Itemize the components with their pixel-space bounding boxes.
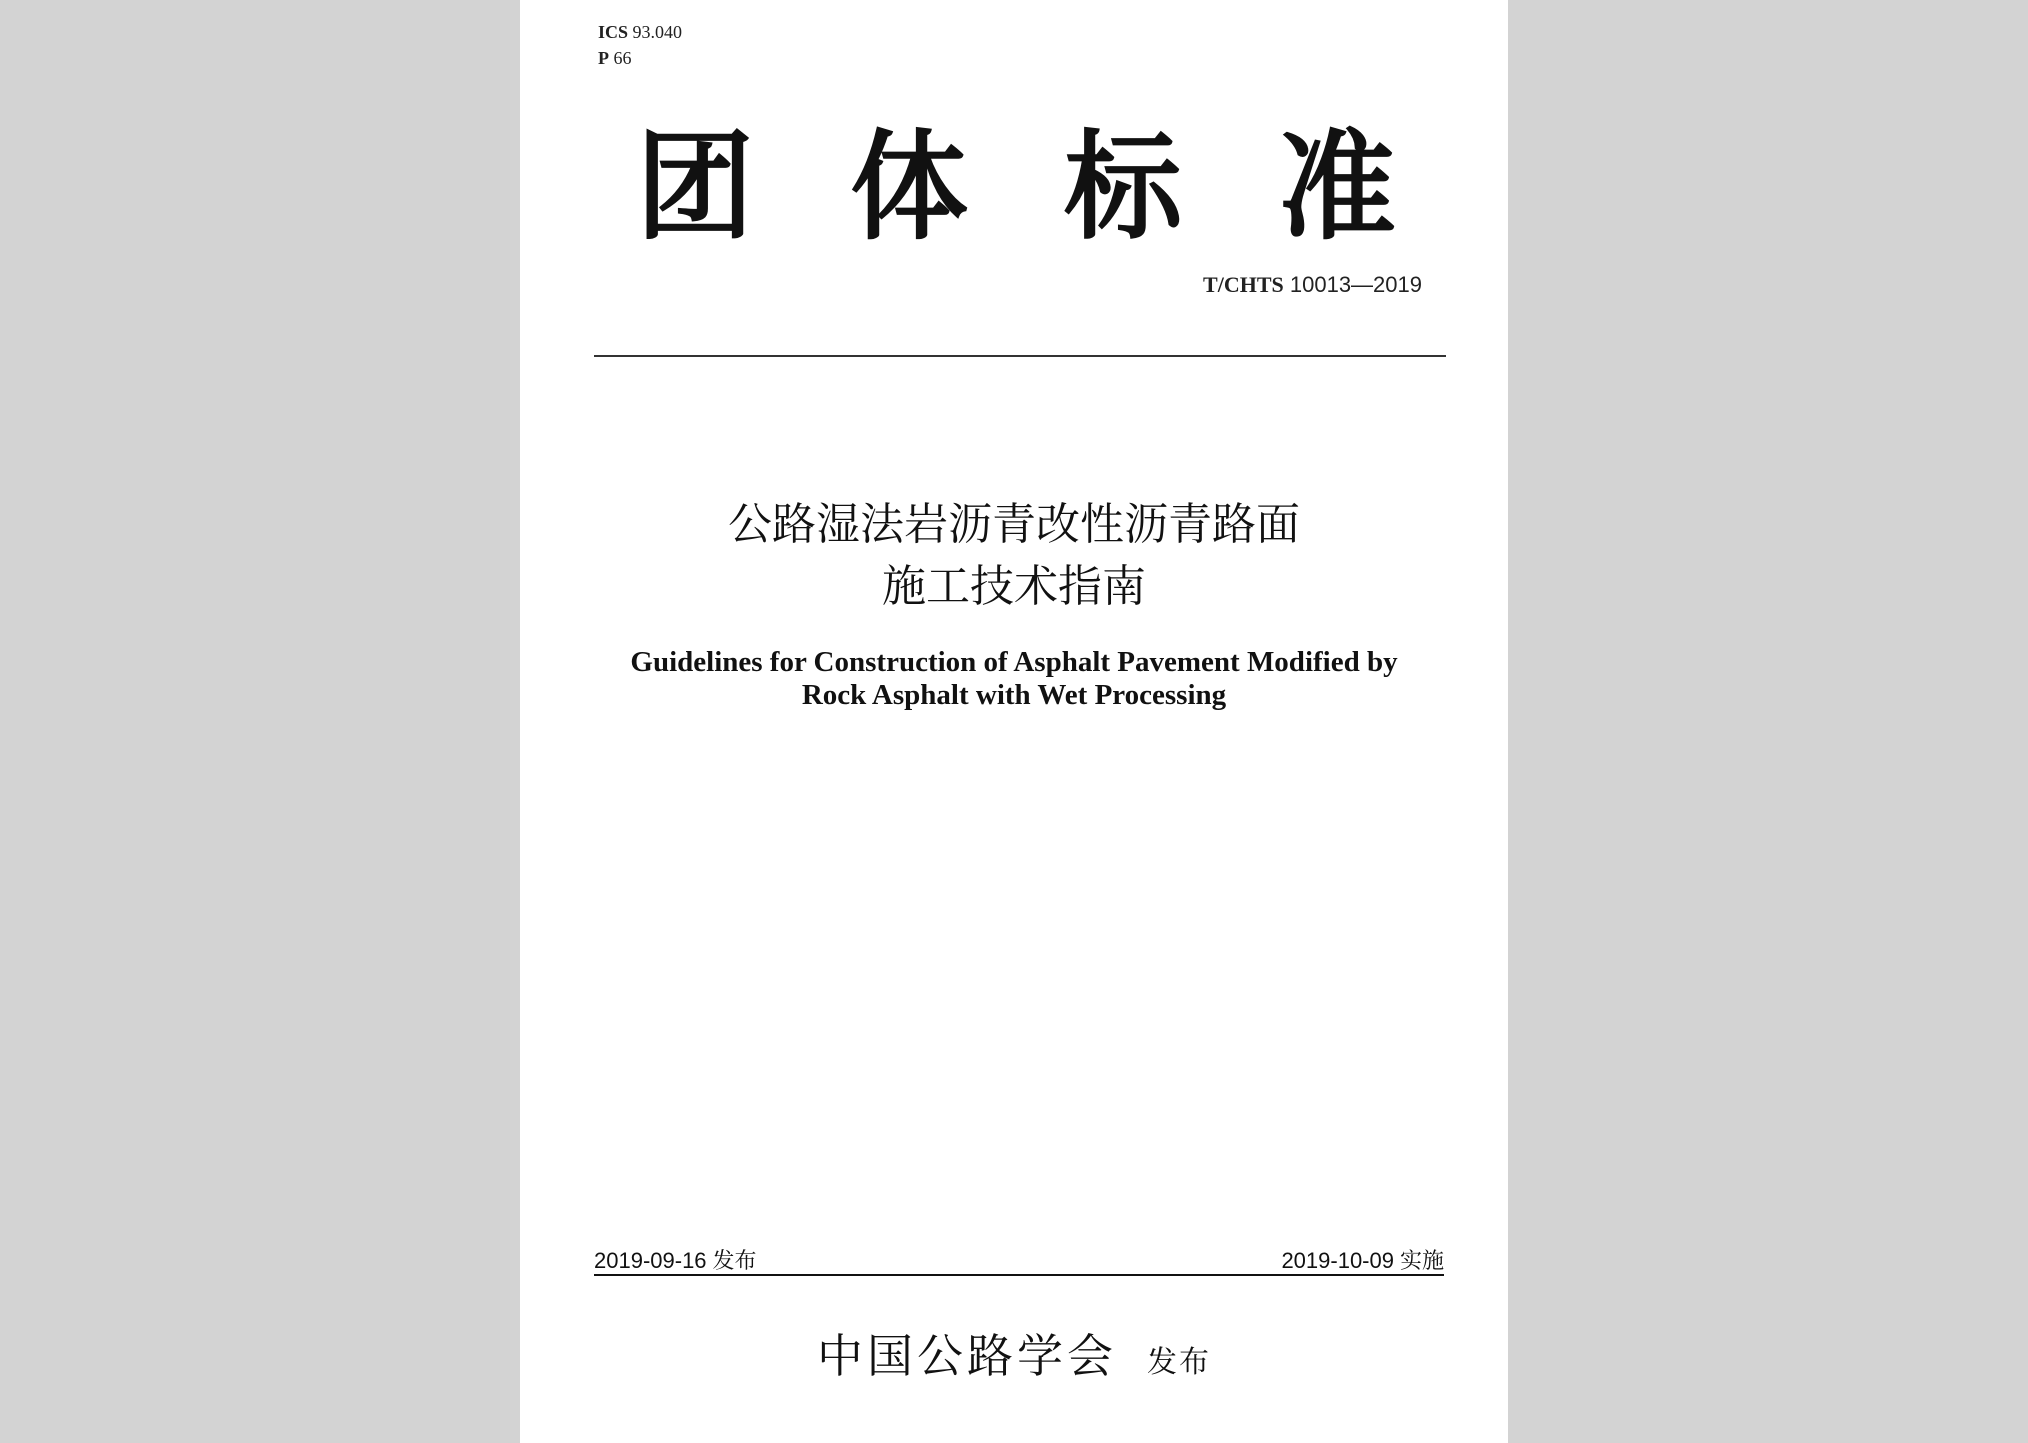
ics-label: ICS — [598, 22, 629, 42]
chinese-title — [520, 494, 1508, 618]
standard-type-char: 团 — [636, 118, 755, 256]
english-title — [520, 646, 1508, 712]
ics-code: 93.040 — [632, 22, 683, 42]
publisher-action: 发布 — [1147, 1345, 1211, 1380]
ics-classification — [598, 22, 682, 43]
chinese-title-line: 施工技术指南 — [882, 561, 1146, 612]
issue-date: 2019-09-16 — [594, 1248, 707, 1273]
ccs-code: 66 — [613, 48, 632, 68]
standard-type-char: 准 — [1277, 118, 1396, 256]
english-title-line: Guidelines for Construction of Asphalt Pavement Modified by — [630, 646, 1398, 678]
standard-number — [1203, 272, 1422, 298]
standard-type-char: 标 — [1063, 118, 1182, 256]
standard-number-code: 10013—2019 — [1289, 272, 1422, 297]
header-divider — [594, 355, 1446, 357]
chinese-title-line: 公路湿法岩沥青改性沥青路面 — [728, 499, 1300, 550]
english-title-line: Rock Asphalt with Wet Processing — [801, 679, 1227, 711]
standard-number-prefix: T/CHTS — [1203, 272, 1284, 297]
publisher-line — [520, 1320, 1508, 1386]
publisher-name: 中国公路学会 — [817, 1329, 1117, 1383]
standard-type-char: 体 — [849, 118, 968, 256]
ccs-classification — [598, 48, 632, 69]
standard-type-heading — [636, 118, 1396, 256]
implementation-label: 实施 — [1399, 1249, 1444, 1274]
issue-label: 发布 — [712, 1249, 757, 1274]
date-row — [594, 1240, 1444, 1276]
implementation-date-block — [1281, 1244, 1444, 1275]
issue-date-block — [594, 1244, 757, 1275]
standard-cover-page — [520, 0, 1508, 1443]
ccs-label: P — [598, 48, 609, 68]
implementation-date: 2019-10-09 — [1281, 1248, 1394, 1273]
